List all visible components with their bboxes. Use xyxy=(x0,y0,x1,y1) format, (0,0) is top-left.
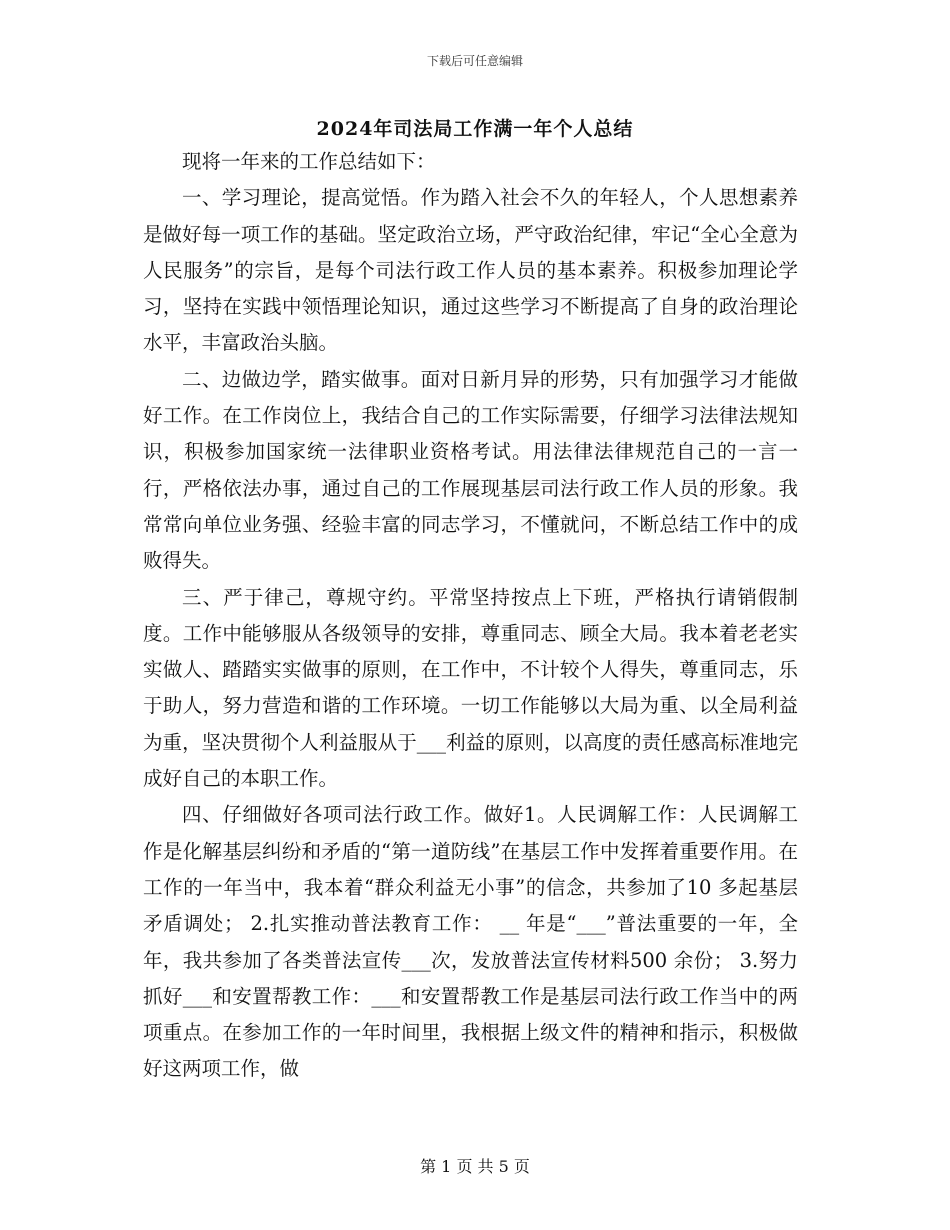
paragraph-section-3: 三、严于律己，尊规守约。平常坚持按点上下班，严格执行请销假制度。工作中能够服从各级领导的安排，尊重同志、顾全大局。我本着老老实实做人、踏踏实实做事的原则，在工作中，不计较个人得失，尊重同志，乐于助人，努力营造和谐的工作环境。一切工作能够以大局为重、以全局利益为重，坚决贯彻个人利益服从于___利益的原则，以高度的责任感高标准地完成好自己的本职工作。 xyxy=(143,585,798,791)
paragraph-section-4: 四、仔细做好各项司法行政工作。做好1。人民调解工作：人民调解工作是化解基层纠纷和矛盾的“第一道防线”在基层工作中发挥着重要作用。在工作的一年当中，我本着“群众利益无小事”的信念，共参加了10 多起基层矛盾调处； 2.扎实推动普法教育工作： __ 年是“___”普法重要的一年，全年，我共参加了各类普法宣传___次，发放普法宣传材料500 余份； 3.努力抓好___和安置帮教工作：___和安置帮教工作是基层司法行政工作当中的两项重点。在参加工作的一年时间里，我根据上级文件的精神和指示，积极做好这两项工作，做 xyxy=(143,803,798,1081)
page-footer: 第 1 页 共 5 页 xyxy=(420,1157,530,1176)
page-header: 下载后可任意编辑 xyxy=(426,54,523,68)
paragraph-section-2: 二、边做边学，踏实做事。面对日新月异的形势，只有加强学习才能做好工作。在工作岗位上，我结合自己的工作实际需要，仔细学习法律法规知识，积极参加国家统一法律职业资格考试。用法律法律规范自己的一言一行，严格依法办事，通过自己的工作展现基层司法行政工作人员的形象。我常常向单位业务强、经验丰富的同志学习，不懂就问，不断总结工作中的成败得失。 xyxy=(143,367,798,573)
paragraph-intro: 现将一年来的工作总结如下： xyxy=(182,150,436,173)
document-title: 2024年司法局工作满一年个人总结 xyxy=(316,118,634,140)
paragraph-section-1: 一、学习理论，提高觉悟。作为踏入社会不久的年轻人，个人思想素养是做好每一项工作的基础。坚定政治立场，严守政治纪律，牢记“全心全意为人民服务”的宗旨，是每个司法行政工作人员的基本素养。积极参加理论学习，坚持在实践中领悟理论知识，通过这些学习不断提高了自身的政治理论水平，丰富政治头脑。 xyxy=(143,186,798,355)
document-body xyxy=(143,144,798,1088)
